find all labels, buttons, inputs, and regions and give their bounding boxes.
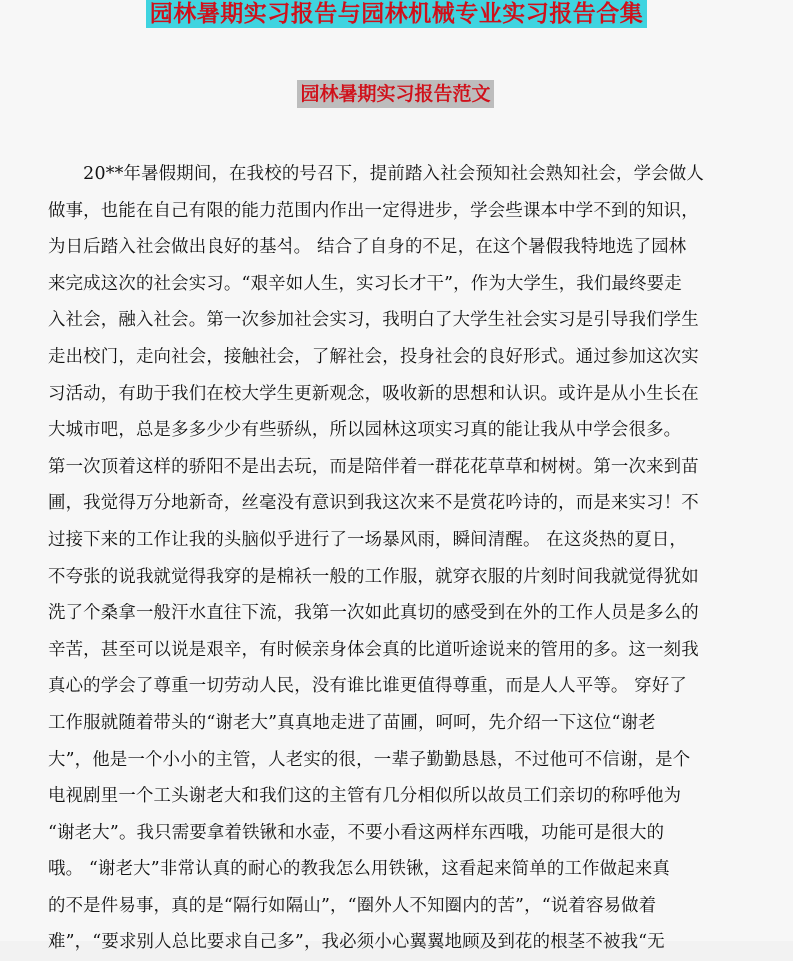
text-line: 20**年暑假期间，在我校的号召下，提前踏入社会预知社会熟知社会，学会做人 [48, 164, 704, 184]
text-line: 不夸张的说我就觉得我穿的是棉袄一般的工作服，就穿衣服的片刻时间我就觉得犹如 [48, 566, 699, 587]
text-line: 过接下来的工作让我的头脑似乎进行了一场暴风雨，瞬间清醒。 在这炎热的夏日， [48, 529, 687, 550]
text-line: 为日后踏入社会做出良好的基석。 结合了自身的不足，在这个暑假我特地选了园林 [48, 237, 687, 258]
text-line: 来完成这次的社会实习。“艰辛如人生，实习长才干”，作为大学生，我们最终要走 [48, 273, 682, 294]
text-line: 入社会，融入社会。第一次参加社会实习，我明白了大学生社会实习是引导我们学生 [48, 310, 699, 331]
text-line: 工作服就随着带头的“谢老大”真真地走进了苗圃，呵呵，先介绍一下这位“谢老 [48, 712, 656, 733]
text-line: 习活动，有助于我们在校大学生更新观念，吸收新的思想和认识。或许是从小生长在 [48, 383, 699, 404]
text-line: 电视剧里一个工头谢老大和我们这的主管有几分相似所以故员工们亲切的称呼他为 [48, 786, 682, 807]
text-line: 哦。 “谢老大”非常认真的耐心的教我怎么用铁锹，这看起来简单的工作做起来真 [48, 859, 670, 880]
body-text [48, 156, 740, 961]
document-title-container [0, 0, 793, 28]
text-line: 圃，我觉得万分地新奇，丝毫没有意识到我这次来不是赏花吟诗的，而是来实习！不 [48, 493, 699, 514]
text-line: 洗了个桑拿一般汗水直往下流，我第一次如此真切的感受到在外的工作人员是多么的 [48, 603, 699, 624]
section-title-container [0, 80, 793, 108]
text-line: 辛苦，甚至可以说是艰辛，有时候亲身体会真的比道听途说来的管用的多。这一刻我 [48, 639, 699, 660]
document-title: 园林暑期实习报告与园林机械专业实习报告合集 [146, 0, 648, 28]
text-line: 大”，他是一个小小的主管，人老实的很，一辈子勤勤恳恳，不过他可不信谢，是个 [48, 749, 691, 770]
text-line: 大城市吧，总是多多少少有些骄纵，所以园林这项实习真的能让我从中学会很多。 [48, 420, 682, 441]
text-line: 第一次顶着这样的骄阳不是出去玩，而是陪伴着一群花花草草和树树。第一次来到苗 [48, 456, 699, 477]
text-line: 做事，也能在自己有限的能力范围内作出一定得进步，学会些课本中学不到的知识， [48, 200, 699, 221]
text-line: 难”，“要求别人总比要求自己多”，我必须小心翼翼地顾及到花的根茎不被我“无 [48, 932, 665, 953]
text-line: “谢老大”。我只需要拿着铁锹和水壶，不要小看这两样东西哦，功能可是很大的 [48, 822, 665, 843]
section-title: 园林暑期实习报告范文 [297, 80, 493, 108]
text-line: 真心的学会了尊重一切劳动人民，没有谁比谁更值得尊重，而是人人平等。 穿好了 [48, 676, 687, 697]
text-line: 的不是件易事，真的是“隔行如隔山”，“圈外人不知圈内的苦”，“说着容易做着 [48, 895, 657, 916]
text-line: 走出校门，走向社会，接触社会，了解社会，投身社会的良好形式。通过参加这次实 [48, 346, 699, 367]
